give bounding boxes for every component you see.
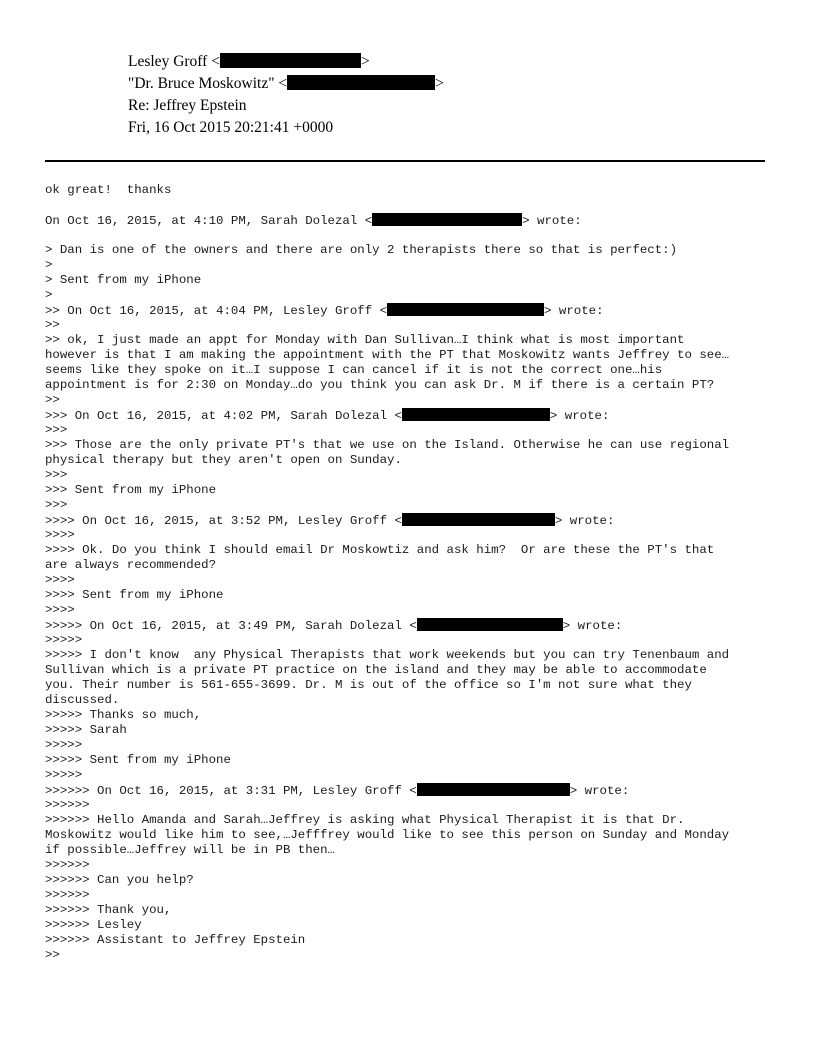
quote-attribution: >>> On Oct 16, 2015, at 4:02 PM, Sarah Dolezal < > wrote: bbox=[45, 409, 610, 423]
quote-attribution: On Oct 16, 2015, at 4:10 PM, Sarah Dolezal < > wrote: bbox=[45, 214, 582, 228]
body-line: >>>> Sent from my iPhone bbox=[45, 588, 224, 602]
quote-attribution: >>>>>> On Oct 16, 2015, at 3:31 PM, Lesley Groff < > wrote: bbox=[45, 784, 630, 798]
redaction-bar bbox=[372, 213, 522, 226]
header-divider bbox=[45, 160, 765, 162]
body-line: seems like they spoke on it…I suppose I can cancel if it is not the correct one…his bbox=[45, 363, 663, 377]
body-line: >> bbox=[45, 318, 60, 332]
body-line: >>>>> Sarah bbox=[45, 723, 127, 737]
body-line: >>> bbox=[45, 423, 68, 437]
body-line: >>> Sent from my iPhone bbox=[45, 483, 217, 497]
body-line: appointment is for 2:30 on Monday…do you think you can ask Dr. M if there is a certain PT? bbox=[45, 378, 715, 392]
redaction-bar bbox=[220, 53, 361, 68]
redaction-bar bbox=[387, 303, 544, 316]
email-body bbox=[45, 183, 770, 963]
body-line: >>>> Ok. Do you think I should email Dr Moskowtiz and ask him? Or are these the PT's that bbox=[45, 543, 715, 557]
body-line: >>>>> bbox=[45, 633, 83, 647]
body-line: >> bbox=[45, 948, 60, 962]
body-line-blank bbox=[45, 198, 770, 213]
body-line: > Sent from my iPhone bbox=[45, 273, 202, 287]
body-line: >>>>> Thanks so much, bbox=[45, 708, 202, 722]
body-line: >>> bbox=[45, 468, 68, 482]
body-line: discussed. bbox=[45, 693, 120, 707]
redaction-bar bbox=[402, 513, 555, 526]
body-line: > bbox=[45, 288, 53, 302]
body-line: if possible…Jeffrey will be in PB then… bbox=[45, 843, 335, 857]
body-line: >> bbox=[45, 393, 60, 407]
body-line: >> ok, I just made an appt for Monday with Dan Sullivan…I think what is most important bbox=[45, 333, 685, 347]
body-line: >>>>>> Hello Amanda and Sarah…Jeffrey is asking what Physical Therapist it is that Dr. bbox=[45, 813, 685, 827]
body-line: ok great! thanks bbox=[45, 183, 172, 197]
body-line: >>>>>> Can you help? bbox=[45, 873, 194, 887]
redaction-bar bbox=[417, 783, 570, 796]
body-line: >>> bbox=[45, 498, 68, 512]
body-line: >>>>> I don't know any Physical Therapists that work weekends but you can try Tenenbaum and bbox=[45, 648, 730, 662]
body-line: >>>>> Sent from my iPhone bbox=[45, 753, 231, 767]
body-line: >>>>> bbox=[45, 768, 83, 782]
body-line-blank bbox=[45, 228, 770, 243]
redaction-bar bbox=[287, 75, 435, 90]
date-value: Fri, 16 Oct 2015 20:21:41 +0000 bbox=[128, 119, 334, 136]
body-line: however is that I am making the appointment with the PT that Moskowitz wants Jeffrey to see… bbox=[45, 348, 730, 362]
body-line: > Dan is one of the owners and there are only 2 therapists there so that is perfect:) bbox=[45, 243, 678, 257]
body-line: you. Their number is 561-655-3699. Dr. M is out of the office so I'm not sure what they bbox=[45, 678, 692, 692]
redaction-bar bbox=[402, 408, 550, 421]
body-line: > bbox=[45, 258, 53, 272]
quote-attribution: >>>> On Oct 16, 2015, at 3:52 PM, Lesley Groff < > wrote: bbox=[45, 514, 615, 528]
quote-attribution: >> On Oct 16, 2015, at 4:04 PM, Lesley Groff < > wrote: bbox=[45, 304, 604, 318]
body-line: >>>> bbox=[45, 603, 75, 617]
to-value: "Dr. Bruce Moskowitz" < > bbox=[128, 75, 444, 92]
body-line: >>>>> bbox=[45, 738, 83, 752]
body-line: Sullivan which is a private PT practice on the island and they may be able to accommodate bbox=[45, 663, 707, 677]
body-line: >>>>>> Assistant to Jeffrey Epstein bbox=[45, 933, 306, 947]
quote-attribution: >>>>> On Oct 16, 2015, at 3:49 PM, Sarah Dolezal < > wrote: bbox=[45, 619, 623, 633]
body-line: >>>>>> bbox=[45, 858, 90, 872]
body-line: >>>>>> Thank you, bbox=[45, 903, 172, 917]
body-line: >>>> bbox=[45, 573, 75, 587]
from-value: Lesley Groff < > bbox=[128, 53, 370, 70]
body-line: Moskowitz would like him to see,…Jefffrey would like to see this person on Sunday and Monday bbox=[45, 828, 730, 842]
body-line: >>>>>> bbox=[45, 888, 90, 902]
body-line: >>>>>> bbox=[45, 798, 90, 812]
body-line: >>> Those are the only private PT's that we use on the Island. Otherwise he can use regional bbox=[45, 438, 730, 452]
redaction-bar bbox=[417, 618, 563, 631]
body-line: physical therapy but they aren't open on Sunday. bbox=[45, 453, 402, 467]
body-line: >>>>>> Lesley bbox=[45, 918, 142, 932]
body-line: >>>> bbox=[45, 528, 75, 542]
subject-value: Re: Jeffrey Epstein bbox=[128, 97, 247, 114]
body-line: are always recommended? bbox=[45, 558, 217, 572]
